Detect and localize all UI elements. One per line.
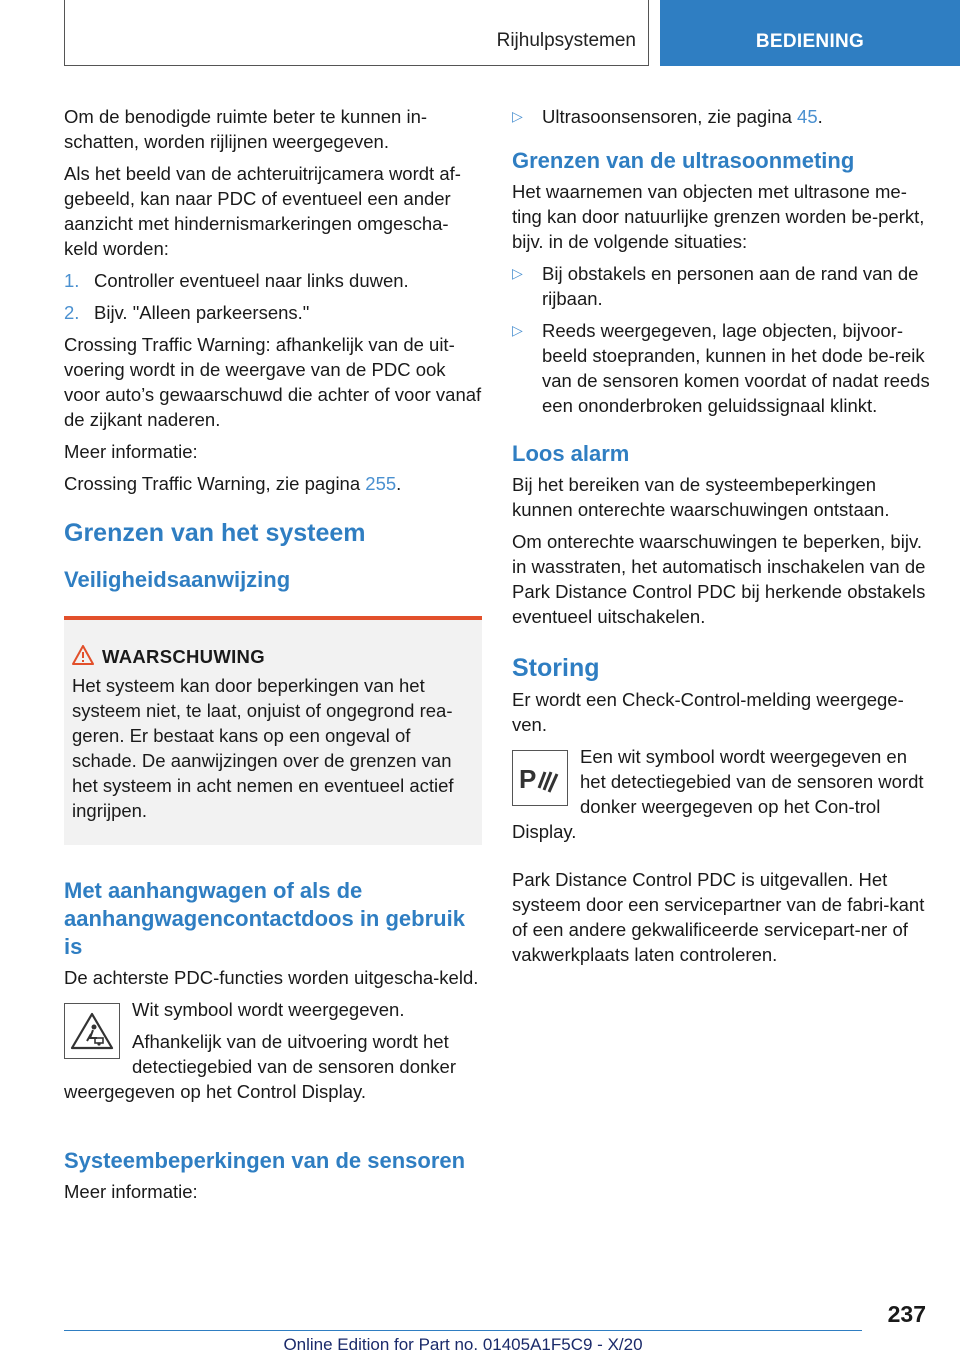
warning-triangle-icon (72, 645, 94, 671)
footer-edition: Online Edition for Part no. 01405A1F5C9 - X/20 (283, 1335, 643, 1354)
paragraph: Crossing Traffic Warning: afhankelijk van de uit-voering wordt in de weergave van de PDC ook voor auto’s gewaarschuwd die achter of voor vanaf de zijkant naderen. (64, 334, 482, 430)
list-item (64, 268, 482, 293)
paragraph: Om de benodigde ruimte beter te kunnen in-schatten, worden rijlijnen weergegeven. (64, 106, 428, 152)
right-column (512, 104, 930, 974)
footer-divider (64, 1330, 862, 1331)
paragraph: Als het beeld van de achteruitrijcamera wordt af-gebeeld, kan naar PDC of eventueel een ander aanzicht met hindernismarkeringen omgescha-keld worden: (64, 163, 461, 259)
paragraph: Wit symbool wordt weergegeven. (132, 999, 405, 1020)
paragraph: Meer informatie: (64, 441, 198, 462)
trailer-pdc-icon (64, 1003, 120, 1059)
bullet-text: Reeds weergegeven, lage objecten, bijvoor-beeld stoepranden, kunnen in het dode be-reik van de sensoren komen voordat of nadat reeds een ononderbroken geluidssignaal klinkt. (542, 320, 930, 416)
heading-trailer: Met aanhangwagen of als de aanhangwagencontactdoos in gebruik is (64, 878, 465, 959)
svg-text:P: P (519, 764, 537, 794)
list-item (64, 300, 482, 325)
triangle-bullet-icon: ▷ (512, 265, 523, 281)
step-text: Controller eventueel naar links duwen. (94, 270, 409, 291)
warning-box (64, 616, 482, 845)
heading-ultrasonic-limits: Grenzen van de ultrasoonmeting (512, 148, 855, 173)
paragraph: De achterste PDC-functies worden uitgescha-keld. (64, 967, 479, 988)
list-item (512, 261, 930, 311)
page-link-45[interactable]: 45 (797, 106, 818, 127)
paragraph: Park Distance Control PDC is uitgevallen. Het systeem door een servicepartner van de fabri-kant of een andere gekwalificeerde servicepart-ner of vakwerkplaats laten controleren. (512, 869, 925, 965)
step-number: 2. (64, 302, 80, 323)
list-item (512, 318, 930, 418)
paragraph: Er wordt een Check-Control-melding weergege-ven. (512, 689, 904, 735)
paragraph: Het waarnemen van objecten met ultrasone me-ting kan door natuurlijke grenzen worden be-perkt, bijv. in de volgende situaties: (512, 181, 925, 252)
paragraph: Meer informatie: (64, 1181, 198, 1202)
warning-title-text: WAARSCHUWING (102, 646, 265, 667)
triangle-bullet-icon: ▷ (512, 108, 523, 124)
heading-system-limits: Grenzen van het systeem (64, 519, 366, 547)
warning-title (72, 644, 474, 669)
bullet-list (512, 104, 930, 129)
list-item (512, 104, 930, 129)
bullet-list (512, 261, 930, 418)
left-column (64, 104, 482, 1211)
header-section-box (64, 0, 649, 66)
bullet-end: . (817, 106, 823, 127)
paragraph: Een wit symbool wordt weergegeven en het detectiegebied van de sensoren wordt donker weergegeven op het Con-trol Display. (512, 746, 924, 842)
pdc-sensor-icon (512, 750, 568, 806)
heading-sensor-limits: Systeembeperkingen van de sensoren (64, 1148, 466, 1173)
heading-fault: Storing (512, 654, 600, 682)
crossref-end: . (396, 473, 402, 494)
trailer-icon-block (64, 997, 482, 1111)
bullet-text: Ultrasoonsensoren, zie pagina (542, 106, 798, 127)
warning-text: Het systeem kan door beperkingen van het systeem niet, te laat, onjuist of ongegrond rea-geren. Er bestaat kans op een ongeval of schade. De aanwijzingen over de grenzen van het systeem in acht nemen en eventueel actief ingrijpen. (72, 675, 454, 821)
steps-list (64, 268, 482, 325)
header-chapter-title: BEDIENING (755, 31, 865, 52)
header-chapter-tab (660, 0, 960, 66)
step-text: Bijv. "Alleen parkeersens." (94, 302, 310, 323)
bullet-text: Bij obstakels en personen aan de rand van de rijbaan. (542, 263, 919, 309)
page-link-255[interactable]: 255 (365, 473, 397, 494)
pdc-icon-block (512, 744, 930, 851)
paragraph-crossref (64, 471, 482, 496)
page-number: 237 (887, 1301, 926, 1327)
crossref-text: Crossing Traffic Warning, zie pagina (64, 473, 366, 494)
paragraph: Om onterechte waarschuwingen te beperken, bijv. in wasstraten, het automatisch inschakelen van de Park Distance Control PDC bij herkende obstakels eventueel uitschakelen. (512, 531, 926, 627)
triangle-bullet-icon: ▷ (512, 322, 523, 338)
paragraph: Afhankelijk van de uitvoering wordt het detectiegebied van de sensoren donker weergegeven op het Control Display. (64, 1031, 456, 1102)
heading-false-alarm: Loos alarm (512, 441, 630, 466)
paragraph: Bij het bereiken van de systeembeperkingen kunnen onterechte waarschuwingen ontstaan. (512, 474, 890, 520)
header-section-title: Rijhulpsystemen (496, 30, 636, 51)
step-number: 1. (64, 270, 80, 291)
heading-safety-notice: Veiligheidsaanwijzing (64, 567, 291, 592)
